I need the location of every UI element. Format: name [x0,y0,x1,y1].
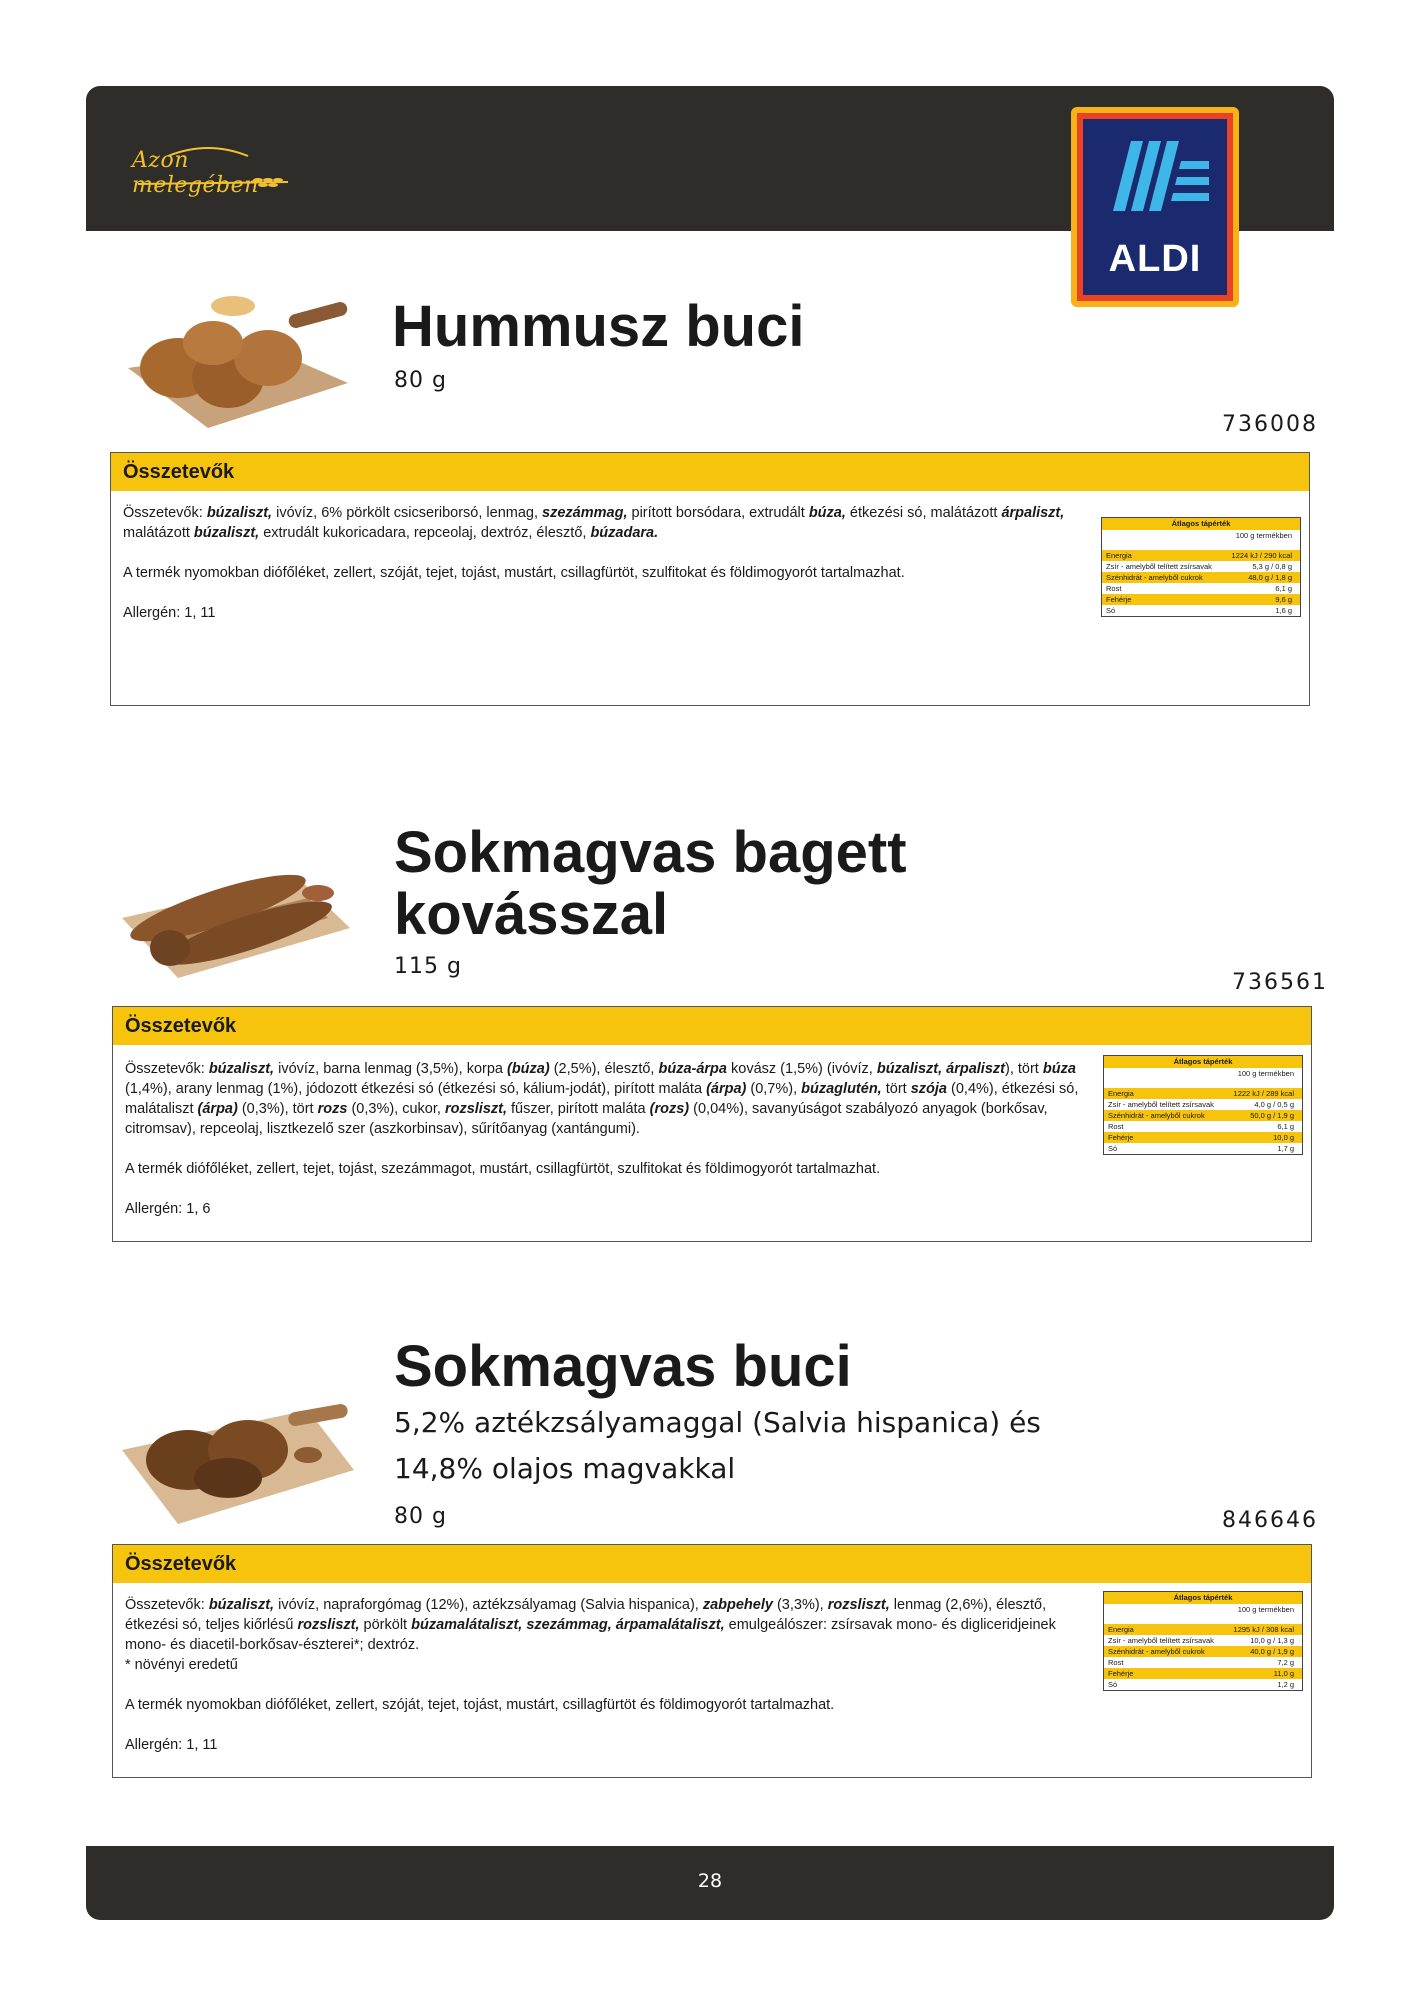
brand-script-logo [128,142,298,198]
brand-script-text: Azon melegében [132,148,259,198]
product-weight: 115 g [394,954,462,979]
nutrition-header: Átlagos tápérték [1104,1592,1302,1604]
ingredient-text: (0,04%), savanyúságot szabályozó anyagok (borkősav, citromsav), repceolaj, lisztkezelő szer (aszkorbinsav), sűrítőanyag (xantángumi). [125,1101,1048,1137]
nutrition-label: Rost [1106,584,1122,593]
nutrition-value: 1224 kJ / 290 kcal [1231,551,1292,560]
nutrition-row [1102,605,1300,616]
nutrition-label: Fehérje [1108,1669,1134,1678]
allergen-ingredient: (árpa) [197,1101,238,1117]
nutrition-row [1104,1646,1302,1657]
trace-statement: A termék nyomokban diófőléket, zellert, szóját, tejet, tojást, mustárt, csillagfürtöt és földimogyorót tartalmazhat. [125,1697,835,1713]
allergen-ingredient: szezámmag, [542,505,628,521]
allergen-line: Allergén: 1, 11 [125,1737,218,1753]
nutrition-label: Zsír - amelyből telített zsírsavak [1108,1636,1214,1645]
product-weight: 80 g [394,1504,447,1529]
trace-statement: A termék nyomokban diófőléket, zellert, szóját, tejet, tojást, mustárt, csillagfürtöt, szulfitokat és földimogyorót tartalmazhat. [123,565,905,581]
allergen-ingredient: búzaliszt, [208,1061,275,1077]
nutrition-column-label: 100 g termékben [1237,1605,1294,1614]
nutrition-value: 1,7 g [1277,1144,1294,1153]
ingredient-text: (1,4%), arany lenmag (1%), jódozott étkezési só (étkezési só, kálium-jodát), pirított maláta [125,1081,707,1097]
ingredients-text [125,1595,1085,1775]
ingredient-text: ivóvíz, 6% pörkölt csicseriborsó, lenmag, [272,505,543,521]
allergen-ingredient: rozsliszt, [444,1101,507,1117]
ingredient-text: (0,3%), cukor, [347,1101,445,1117]
ingredients-footnote: * növényi eredetű [125,1657,238,1673]
nutrition-label: Energia [1108,1089,1134,1098]
product-subtitle-line-1: 5,2% aztékzsályamaggal (Salvia hispanica) és [394,1406,1041,1439]
allergen-ingredient: (rozs) [649,1101,690,1117]
product-code: 736008 [1222,412,1318,437]
nutrition-table [1103,1591,1303,1691]
product-title-line-2: kovásszal [394,882,669,947]
nutrition-column-label: 100 g termékben [1237,1069,1294,1078]
allergen-ingredient: búzamalátaliszt, szezámmag, árpamalátaliszt, [411,1617,725,1633]
nutrition-label: Fehérje [1106,595,1132,604]
allergen-ingredient: búzaliszt, árpaliszt [876,1061,1005,1077]
nutrition-row [1104,1635,1302,1646]
nutrition-value: 40,0 g / 1,9 g [1250,1647,1294,1656]
nutrition-value: 7,2 g [1277,1658,1294,1667]
nutrition-row [1102,572,1300,583]
nutrition-label: Só [1108,1680,1118,1689]
allergen-ingredient: zabpehely [702,1597,773,1613]
nutrition-value: 5,3 g / 0,8 g [1252,562,1292,571]
ingredient-text: ), tört [1004,1061,1043,1077]
ingredient-text: (2,5%), élesztő, [549,1061,659,1077]
nutrition-row [1102,583,1300,594]
aldi-logo [1071,107,1239,307]
product-title-line-1: Sokmagvas bagett [394,820,907,885]
ingredient-text: (0,7%), [746,1081,802,1097]
nutrition-value: 1,2 g [1277,1680,1294,1689]
nutrition-row [1104,1088,1302,1099]
ingredients-box [110,452,1310,706]
ingredient-text: tört [881,1081,911,1097]
nutrition-column-label: 100 g termékben [1235,531,1292,540]
ingredients-box [112,1544,1312,1778]
allergen-ingredient: búza-árpa [658,1061,727,1077]
product-code: 846646 [1222,1508,1318,1533]
nutrition-value: 10,0 g [1273,1133,1294,1142]
nutrition-label: Rost [1108,1658,1124,1667]
allergen-ingredient: rozs [317,1101,348,1117]
ingredients-items [123,505,1064,541]
ingredients-header: Összetevők [111,453,1309,491]
nutrition-label: Energia [1108,1625,1134,1634]
allergen-ingredient: (árpa) [706,1081,747,1097]
ingredient-text: ivóvíz, napraforgómag (12%), aztékzsályamag (Salvia hispanica), [274,1597,703,1613]
ingredient-text: extrudált kukoricadara, repceolaj, dextróz, élesztő, [259,525,591,541]
ingredients-prefix: Összetevők: [125,1597,209,1613]
ingredients-items [125,1061,1078,1137]
nutrition-value: 50,0 g / 1,9 g [1250,1111,1294,1120]
ingredients-list [123,503,1083,543]
ingredient-text: (0,4%), étkezési só, malátaliszt [125,1081,1079,1117]
nutrition-row [1104,1099,1302,1110]
ingredients-list [125,1059,1085,1139]
nutrition-value: 1222 kJ / 289 kcal [1233,1089,1294,1098]
allergen-ingredient: búzadara. [590,525,659,541]
ingredients-text [123,503,1083,643]
nutrition-label: Fehérje [1108,1133,1134,1142]
allergen-ingredient: szója [910,1081,947,1097]
nutrition-label: Szénhidrát - amelyből cukrok [1108,1647,1205,1656]
aldi-stripes-icon [1091,131,1227,231]
allergen-line: Allergén: 1, 11 [123,605,216,621]
nutrition-table [1103,1055,1303,1155]
ingredient-text: emulgeálószer: zsírsavak mono- és digliceridjeinek mono- és diacetil-borkősav-észterei*; dextróz. [125,1617,1056,1653]
nutrition-row [1104,1143,1302,1154]
nutrition-value: 10,0 g / 1,3 g [1250,1636,1294,1645]
ingredient-text: ivóvíz, barna lenmag (3,5%), korpa [274,1061,507,1077]
nutrition-header: Átlagos tápérték [1104,1056,1302,1068]
allergen-ingredient: búza [1042,1061,1076,1077]
product-image-sokmagvas-bagett [118,838,358,988]
ingredients-items [125,1597,1056,1653]
ingredients-header: Összetevők [113,1545,1311,1583]
nutrition-value: 11,0 g [1273,1669,1294,1678]
nutrition-value: 1,6 g [1275,606,1292,615]
ingredient-text: (0,3%), tört [237,1101,318,1117]
nutrition-value: 6,1 g [1277,1122,1294,1131]
trace-statement: A termék diófőléket, zellert, tejet, tojást, szezámmagot, mustárt, csillagfürtöt, szulfitokat és földimogyorót tartalmazhat. [125,1161,881,1177]
nutrition-value: 48,0 g / 1,8 g [1248,573,1292,582]
allergen-ingredient: búzaliszt, [208,1597,275,1613]
product-code: 736561 [1232,970,1328,995]
nutrition-label: Zsír - amelyből telített zsírsavak [1108,1100,1214,1109]
ingredient-text: étkezési só, malátázott [845,505,1002,521]
aldi-logo-text: ALDI [1108,238,1202,280]
allergen-ingredient: rozsliszt, [297,1617,360,1633]
nutrition-row [1104,1624,1302,1635]
nutrition-row [1104,1657,1302,1668]
nutrition-row [1104,1110,1302,1121]
nutrition-value: 9,6 g [1275,595,1292,604]
product-image-sokmagvas-buci [118,1380,358,1530]
product-subtitle-line-2: 14,8% olajos magvakkal [394,1452,736,1485]
allergen-ingredient: búza, [808,505,846,521]
ingredients-prefix: Összetevők: [125,1061,209,1077]
nutrition-value: 6,1 g [1275,584,1292,593]
nutrition-row [1102,550,1300,561]
allergen-ingredient: árpaliszt, [1001,505,1065,521]
allergen-line: Allergén: 1, 6 [125,1201,211,1217]
ingredient-text: lenmag (2,6%), élesztő, étkezési só, teljes kiőrlésű [125,1597,1047,1633]
product-title: Hummusz buci [392,294,805,359]
nutrition-label: Szénhidrát - amelyből cukrok [1106,573,1203,582]
allergen-ingredient: búzaglutén, [801,1081,882,1097]
nutrition-row [1104,1679,1302,1690]
nutrition-label: Só [1108,1144,1118,1153]
ingredient-text: (3,3%), [772,1597,828,1613]
ingredients-list [125,1595,1085,1655]
nutrition-label: Zsír - amelyből telített zsírsavak [1106,562,1212,571]
product-image-hummusz-buci [118,288,358,438]
footer-bar [86,1846,1334,1920]
ingredient-text: pirított borsódara, extrudált [627,505,809,521]
ingredient-text: pörkölt [359,1617,412,1633]
nutrition-label: Rost [1108,1122,1124,1131]
page-number: 28 [697,1870,723,1892]
nutrition-row [1104,1668,1302,1679]
product-title: Sokmagvas buci [394,1334,852,1399]
allergen-ingredient: búzaliszt, [193,525,260,541]
ingredient-text: kovász (1,5%) (ivóvíz, [726,1061,877,1077]
nutrition-label: Só [1106,606,1116,615]
nutrition-value: 1295 kJ / 308 kcal [1233,1625,1294,1634]
ingredients-prefix: Összetevők: [123,505,207,521]
ingredients-box [112,1006,1312,1242]
nutrition-table [1101,517,1301,617]
nutrition-label: Energia [1106,551,1132,560]
product-weight: 80 g [394,368,447,393]
nutrition-row [1102,561,1300,572]
nutrition-row [1104,1121,1302,1132]
ingredients-text [125,1059,1085,1239]
ingredients-header: Összetevők [113,1007,1311,1045]
nutrition-header: Átlagos tápérték [1102,518,1300,530]
allergen-ingredient: búzaliszt, [206,505,273,521]
ingredient-text: malátázott [123,525,194,541]
nutrition-value: 4,0 g / 0,5 g [1254,1100,1294,1109]
nutrition-label: Szénhidrát - amelyből cukrok [1108,1111,1205,1120]
ingredient-text: fűszer, pirított maláta [507,1101,650,1117]
allergen-ingredient: rozsliszt, [827,1597,890,1613]
nutrition-row [1104,1132,1302,1143]
nutrition-row [1102,594,1300,605]
allergen-ingredient: (búza) [507,1061,550,1077]
